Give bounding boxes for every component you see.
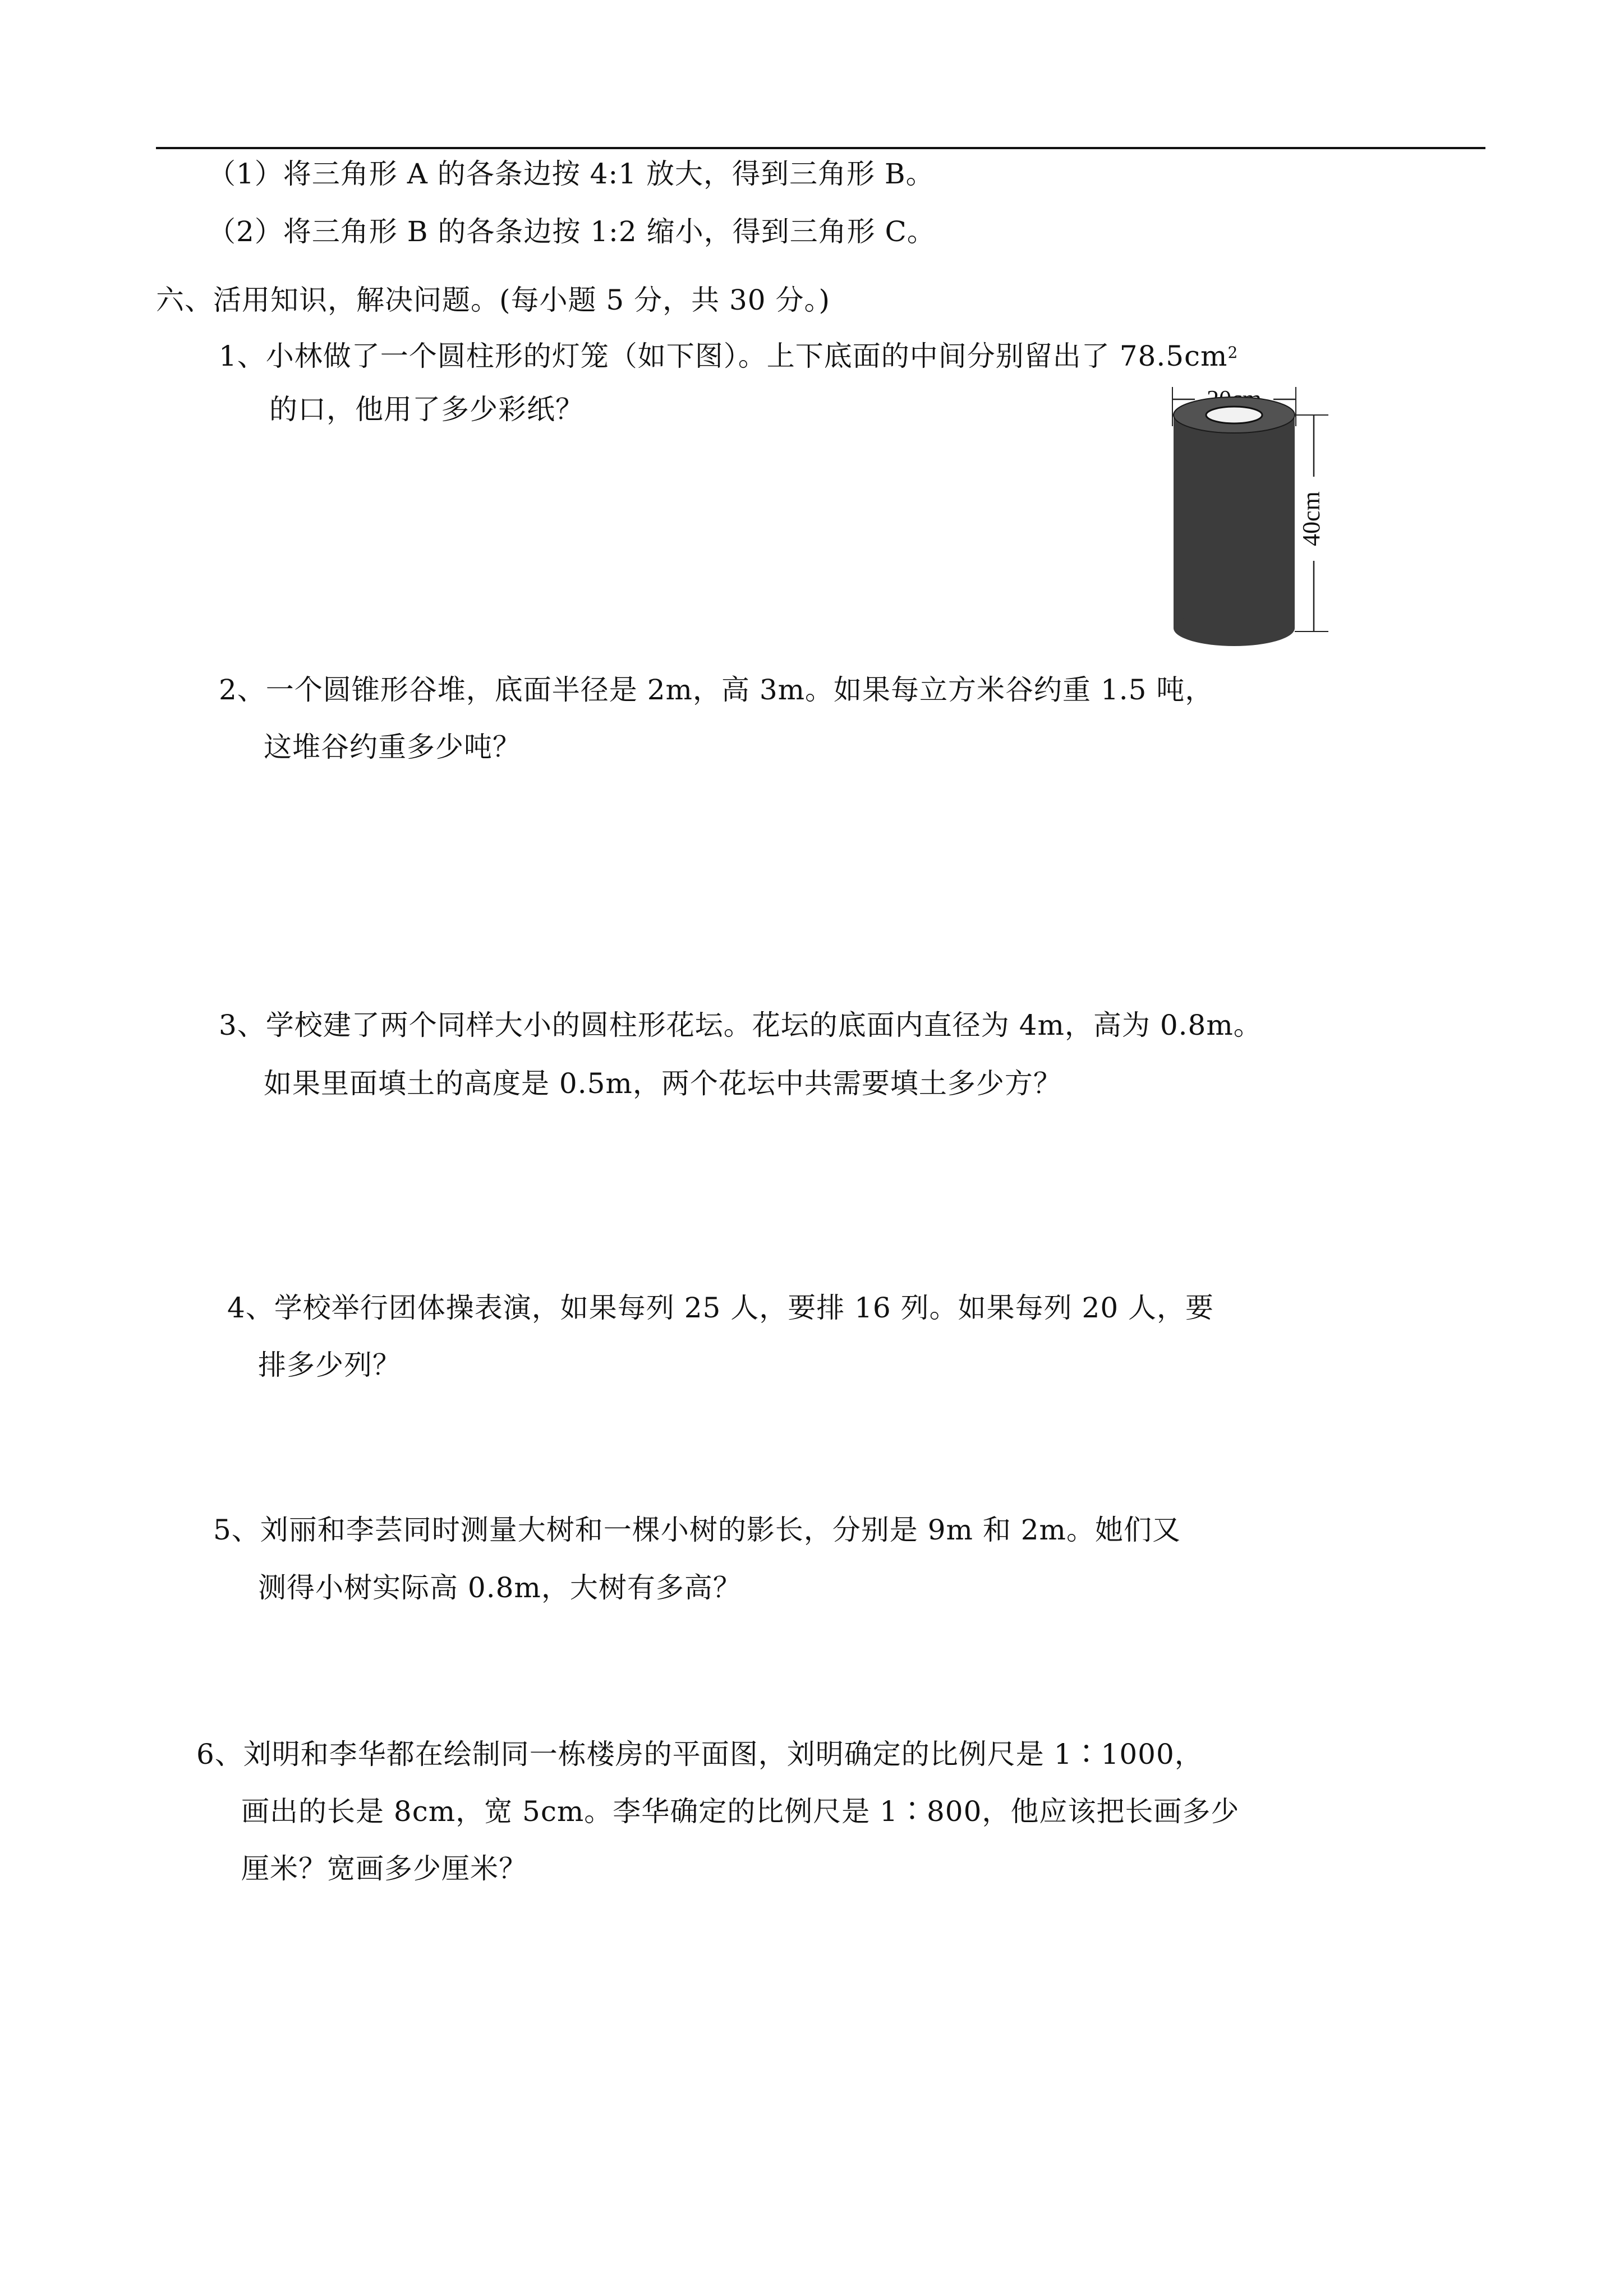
problem-1-line-1 — [219, 336, 1238, 376]
problem-5-line-2: 测得小树实际高 0.8m，大树有多高？ — [258, 1571, 742, 1604]
problem-3-line-2: 如果里面填土的高度是 0.5m，两个花坛中共需要填土多少方？ — [264, 1067, 1062, 1100]
problem-1-text: 1、小林做了一个圆柱形的灯笼（如下图）。上下底面的中间分别留出了 78.5cm — [219, 340, 1228, 372]
problem-4-line-1: 4、学校举行团体操表演，如果每列 25 人，要排 16 列。如果每列 20 人，要 — [227, 1292, 1214, 1324]
subquestion-2: （2）将三角形 B 的各条边按 1:2 缩小，得到三角形 C。 — [208, 215, 936, 248]
cylinder-bottom — [1174, 610, 1295, 646]
problem-6-line-2: 画出的长是 8cm，宽 5cm。李华确定的比例尺是 1∶800，他应该把长画多少 — [241, 1795, 1240, 1828]
problem-6-line-1: 6、刘明和李华都在绘制同一栋楼房的平面图，刘明确定的比例尺是 1∶1000， — [196, 1738, 1203, 1771]
cylinder-opening — [1206, 407, 1262, 423]
problem-3-line-1: 3、学校建了两个同样大小的圆柱形花坛。花坛的底面内直径为 4m，高为 0.8m。 — [219, 1009, 1262, 1041]
cylinder-lantern-figure — [1167, 376, 1335, 656]
height-label: 40cm — [1298, 491, 1326, 546]
subquestion-1: （1）将三角形 A 的各条边按 4:1 放大，得到三角形 B。 — [208, 158, 935, 190]
problem-2-line-2: 这堆谷约重多少吨？ — [264, 731, 521, 763]
problem-5-line-1: 5、刘丽和李芸同时测量大树和一棵小树的影长，分别是 9m 和 2m。她们又 — [213, 1514, 1181, 1546]
superscript-2: 2 — [1227, 343, 1239, 362]
section-title: 六、活用知识，解决问题。(每小题 5 分，共 30 分。) — [156, 284, 831, 316]
problem-6-line-3: 厘米？宽画多少厘米？ — [241, 1852, 527, 1885]
problem-1-line-2: 的口，他用了多少彩纸？ — [269, 393, 584, 426]
cylinder-body — [1174, 415, 1295, 628]
problem-2-line-1: 2、一个圆锥形谷堆，底面半径是 2m，高 3m。如果每立方米谷约重 1.5 吨， — [219, 674, 1214, 706]
header-rule — [156, 147, 1485, 149]
problem-4-line-2: 排多少列？ — [258, 1349, 401, 1381]
